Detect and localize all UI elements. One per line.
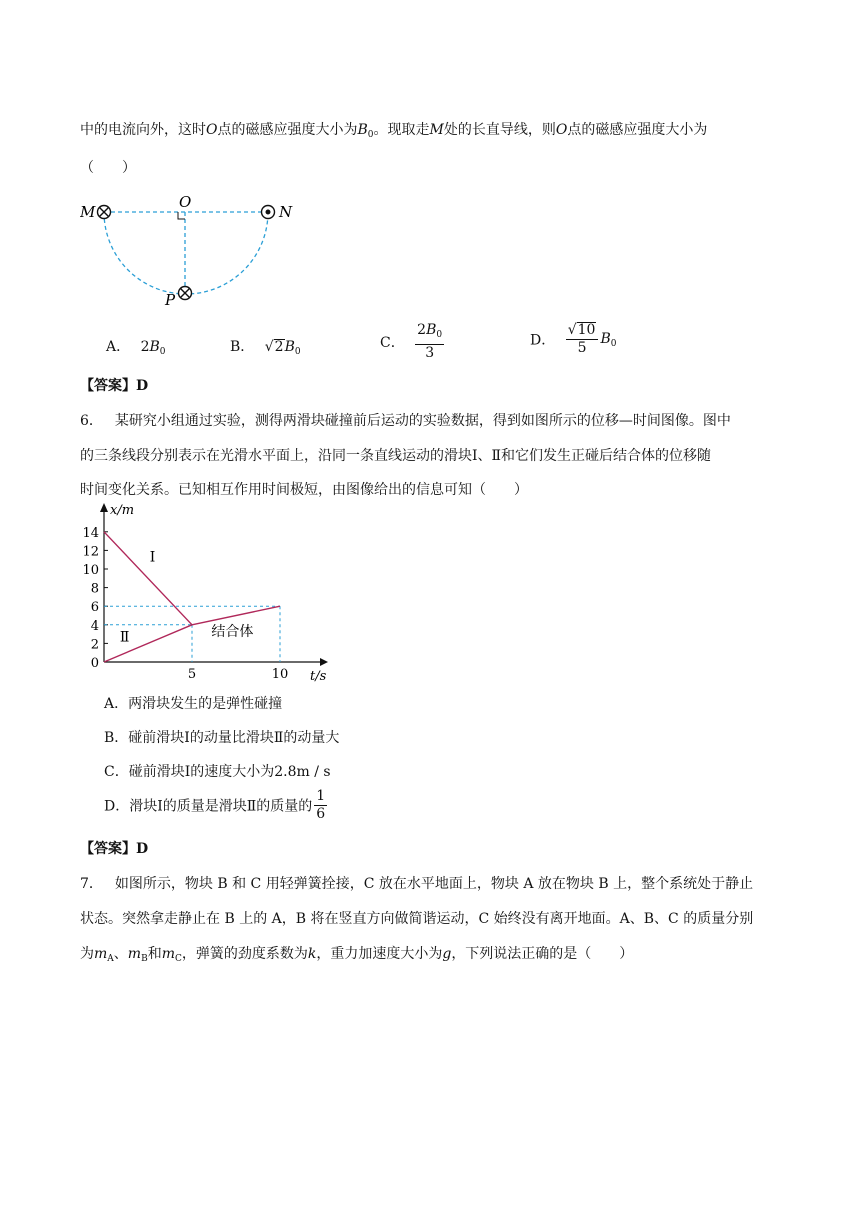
series-label: 结合体 bbox=[211, 623, 254, 640]
sub-B: B bbox=[141, 954, 148, 964]
var-O: O bbox=[555, 122, 568, 138]
series-line bbox=[104, 625, 192, 662]
y-tick-label: 12 bbox=[82, 544, 99, 560]
text: 为 bbox=[80, 946, 94, 962]
y-tick-label: 14 bbox=[82, 525, 99, 541]
var-B: B bbox=[284, 339, 295, 355]
series-label: Ⅰ bbox=[149, 549, 156, 566]
series-label: Ⅱ bbox=[119, 629, 130, 646]
q7-text-line3 bbox=[80, 943, 633, 964]
question-number: 7． bbox=[80, 876, 103, 892]
option-label: D． bbox=[530, 332, 556, 349]
y-tick-label: 0 bbox=[90, 656, 99, 671]
num: 1 bbox=[316, 788, 326, 804]
q5-answer: 【答案】D bbox=[80, 378, 149, 394]
q6-chart bbox=[80, 500, 330, 690]
x-axis-arrow bbox=[320, 658, 328, 666]
q6-option-c bbox=[104, 761, 331, 781]
var-B: B bbox=[600, 330, 611, 347]
option-label: B． bbox=[230, 339, 255, 355]
y-axis-arrow bbox=[100, 503, 108, 512]
radicand: 10 bbox=[577, 322, 596, 338]
text: 如图所示，物块 B 和 C 用轻弹簧拴接，C 放在水平地面上，物块 A 放在物块 B 上，整个系统处于静止 bbox=[114, 876, 754, 892]
q5-option-d bbox=[530, 322, 616, 357]
den: 3 bbox=[425, 345, 435, 361]
sub-C: C bbox=[174, 954, 182, 964]
semicircle-arc bbox=[104, 212, 268, 294]
q6-text-line2: 的三条线段分别表示在光滑水平面上，沿同一条直线运动的滑块Ⅰ、Ⅱ和它们发生正碰后结合体的位移随 bbox=[80, 448, 712, 464]
q5-text-line1 bbox=[80, 119, 707, 140]
text: D．滑块Ⅰ的质量是滑块Ⅱ的质量的 bbox=[104, 798, 313, 815]
x-tick-label: 5 bbox=[187, 667, 197, 682]
var-m: m bbox=[161, 946, 175, 962]
q5-paren: （ ） bbox=[80, 160, 136, 176]
wire-M-cross bbox=[98, 206, 111, 219]
text: ，弹簧的劲度系数为 bbox=[181, 946, 308, 962]
den: 6 bbox=[316, 806, 326, 822]
var-m: m bbox=[127, 946, 142, 962]
sub-0: 0 bbox=[367, 130, 374, 140]
var-B: B bbox=[426, 322, 437, 338]
text: 点的磁感应强度大小为 bbox=[567, 122, 708, 138]
label-M: M bbox=[80, 203, 96, 221]
num-coef: 2 bbox=[417, 322, 427, 338]
text: ，重力加速度大小为 bbox=[316, 946, 443, 962]
y-tick-label: 10 bbox=[82, 563, 99, 578]
text: 处的长直导线，则 bbox=[443, 122, 556, 138]
var-m: m bbox=[94, 946, 108, 962]
wire-P-cross bbox=[179, 287, 192, 300]
sub-0: 0 bbox=[436, 330, 443, 340]
coef: 2 bbox=[140, 339, 150, 355]
right-angle-mark bbox=[178, 212, 185, 219]
y-tick-label: 2 bbox=[90, 637, 99, 653]
y-axis-label: x/m bbox=[110, 503, 135, 518]
q6-option-b: B．碰前滑块Ⅰ的动量比滑块Ⅱ的动量大 bbox=[104, 730, 340, 746]
option-label: A． bbox=[106, 339, 131, 355]
den: 5 bbox=[577, 340, 587, 356]
q6-text-line1 bbox=[80, 410, 731, 430]
var-k: k bbox=[307, 946, 317, 962]
label-P: P bbox=[165, 291, 176, 309]
q5-option-c bbox=[380, 322, 446, 362]
sub-0: 0 bbox=[610, 338, 617, 349]
q5-figure bbox=[80, 190, 310, 315]
var-O: O bbox=[206, 122, 218, 138]
text: 。现取走 bbox=[373, 122, 430, 138]
q6-option-d bbox=[104, 788, 329, 823]
q6-text-line3: 时间变化关系。已知相互作用时间极短，由图像给出的信息可知（ ） bbox=[80, 482, 528, 498]
fraction: $\frac{√10}{5}$ bbox=[566, 322, 599, 357]
y-tick-label: 6 bbox=[90, 600, 99, 616]
text: 和 bbox=[147, 946, 162, 962]
label-N: N bbox=[279, 203, 293, 221]
text: ，下列说法正确的是（ ） bbox=[451, 946, 634, 962]
q5-option-a bbox=[106, 336, 166, 357]
text: 某研究小组通过实验，测得两滑块碰撞前后运动的实验数据，得到如图所示的位移—时间图像。图中 bbox=[114, 413, 731, 429]
y-tick-label: 8 bbox=[90, 581, 99, 597]
label-O: O bbox=[179, 193, 192, 211]
fraction bbox=[415, 322, 444, 362]
text: 点的磁感应强度大小为 bbox=[217, 122, 358, 138]
sub-0: 0 bbox=[294, 347, 301, 357]
var-B: B bbox=[357, 122, 368, 138]
y-tick-label: 4 bbox=[90, 618, 99, 634]
q7-text-line1 bbox=[80, 873, 753, 893]
sub-0: 0 bbox=[159, 347, 166, 357]
fraction bbox=[314, 788, 327, 823]
q6-answer: 【答案】D bbox=[80, 841, 149, 857]
x-tick-label: 10 bbox=[271, 667, 289, 682]
wire-N-dot bbox=[262, 206, 275, 219]
value: 2.8m / s bbox=[274, 764, 331, 780]
q6-option-a: A．两滑块发生的是弹性碰撞 bbox=[104, 696, 283, 712]
q7-text-line2: 状态。突然拿走静止在 B 上的 A，B 将在竖直方向做简谐运动，C 始终没有离开地面。A、B、C 的质量分别 bbox=[80, 911, 754, 927]
series-line bbox=[192, 606, 280, 625]
sep: 、 bbox=[113, 946, 128, 962]
text: 中的电流向外，这时 bbox=[80, 122, 206, 138]
x-axis-label: t/s bbox=[310, 669, 327, 684]
var-g: g bbox=[442, 946, 452, 962]
q5-option-b: B． $√2B_0$ bbox=[230, 339, 301, 357]
text: C．碰前滑块Ⅰ的速度大小为 bbox=[104, 764, 275, 780]
var-M: M bbox=[429, 122, 444, 138]
option-label: C． bbox=[380, 335, 405, 351]
series-line bbox=[104, 532, 192, 625]
radicand: 2 bbox=[274, 339, 284, 355]
sub-A: A bbox=[107, 954, 114, 964]
question-number: 6． bbox=[80, 413, 103, 429]
var-B: B bbox=[149, 339, 160, 355]
